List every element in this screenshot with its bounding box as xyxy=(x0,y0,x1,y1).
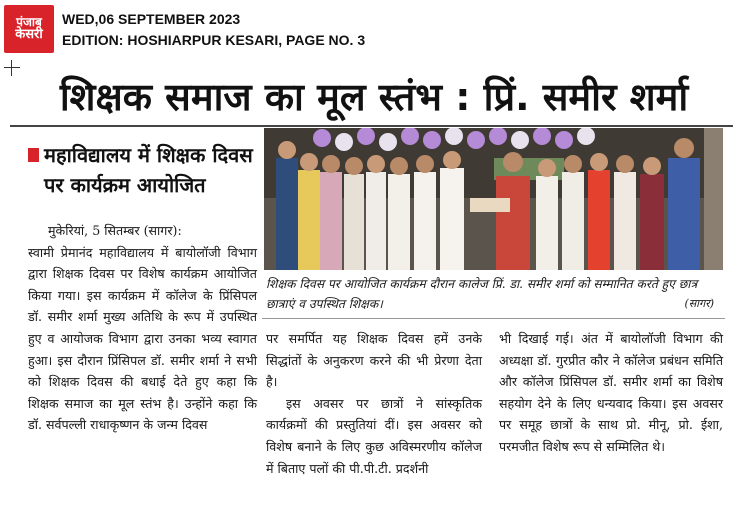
newspaper-logo xyxy=(4,5,54,53)
event-photo xyxy=(264,128,723,270)
article-subhead xyxy=(28,140,260,200)
event-photo-illustration xyxy=(264,128,723,270)
logo-line2: केसरी xyxy=(15,27,43,43)
article-headline: शिक्षक समाज का मूल स्तंभ : प्रिं. समीर शर्मा xyxy=(59,75,689,119)
photo-caption-text: शिक्षक दिवस पर आयोजित कार्यक्रम दौरान कालेज प्रिं. डा. समीर शर्मा को सम्मानित करते हुए छात्र छात्राएं व उपस्थित शिक्षक। xyxy=(266,277,698,311)
headline-divider xyxy=(10,125,733,127)
photo-credit: (सागर) xyxy=(684,297,714,310)
subhead-line1: महाविद्यालय में शिक्षक दिवस xyxy=(44,143,253,167)
edition-info: EDITION: HOSHIARPUR KESARI, PAGE NO. 3 xyxy=(62,32,366,48)
logo-line1: पंजाब xyxy=(16,14,42,29)
column-3-body: भी दिखाई गई। अंत में बायोलॉजी विभाग की अध्यक्षा डॉ. गुरप्रीत कौर ने कॉलेज प्रबंधन समिति और कॉलेज प्रिंसिपल डॉ. समीर शर्मा का विशेष सहयोग देने के लिए धन्यवाद किया। इस अवसर पर समूह छात्रों के साथ प्रो. मीनू, प्रो. ईशा, परमजीत विशेष रूप से सम्मिलित थे। xyxy=(499,331,723,454)
dateline: मुकेरियां, 5 सितम्बर (सागर): xyxy=(48,223,182,238)
caption-divider xyxy=(262,318,725,319)
subhead-line2: पर कार्यक्रम आयोजित xyxy=(44,173,206,197)
article-column-1 xyxy=(28,220,257,436)
photo-caption xyxy=(266,274,722,314)
article-column-3 xyxy=(499,328,723,458)
column-2-paragraph-2: इस अवसर पर छात्रों ने सांस्कृतिक कार्यक्रमों की प्रस्तुतियां दीं। इस अवसर को विशेष बनाने के लिए कुछ अविस्मरणीय कॉलेज में बिताए पलों की पी.पी.टी. प्रदर्शनी xyxy=(266,395,482,476)
masthead-meta xyxy=(62,9,365,51)
column-1-body: स्वामी प्रेमानंद महाविद्यालय में बायोलॉजी विभाग द्वारा शिक्षक दिवस पर विशेष कार्यक्रम आयोजित किया गया। इस कार्यक्रम में कॉलेज के प्रिंसिपल डॉ. समीर शर्मा मुख्य अतिथि के रूप में उपस्थित हुए व आयोजक विभाग द्वारा उनका भव्य स्वागत हुआ। इस दौरान प्रिंसिपल डॉ. समीर शर्मा ने सभी को शिक्षक दिवस की बधाई देते हुए कहा कि शिक्षक समाज का मूल स्तंभ है। उन्होंने कहा कि डॉ. सर्वपल्ली राधाकृष्णन के जन्म दिवस xyxy=(28,244,257,433)
article-column-2 xyxy=(266,328,482,479)
column-2-paragraph-1: पर समर्पित यह शिक्षक दिवस हमें उनके सिद्धांतों के अनुकरण करने की भी प्रेरणा देता है। xyxy=(266,331,482,390)
edition-date: WED,06 SEPTEMBER 2023 xyxy=(62,11,241,27)
